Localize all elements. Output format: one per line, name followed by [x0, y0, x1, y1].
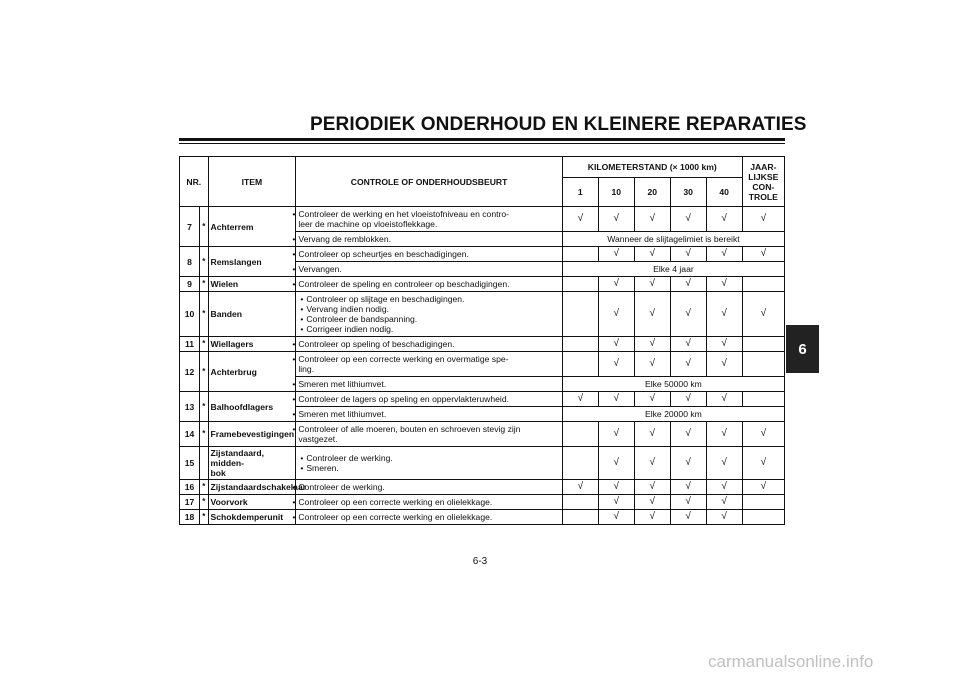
- check-mark: √: [634, 447, 670, 480]
- table-row: [180, 447, 785, 480]
- table-row: [180, 392, 785, 407]
- table-row: [180, 480, 785, 495]
- row-nr: 7: [180, 207, 200, 247]
- page-number: 6-3: [472, 556, 488, 567]
- row-nr: 12: [180, 352, 200, 392]
- row-star: *: [200, 247, 208, 277]
- check-mark: √: [598, 337, 634, 352]
- check-mark: √: [706, 337, 742, 352]
- row-check: • Smeren met lithiumvet.: [296, 377, 563, 392]
- interval-text: Elke 4 jaar: [562, 262, 784, 277]
- row-check: • Controleer op een correcte werking en olielekkage.: [296, 495, 563, 510]
- row-star: *: [200, 352, 208, 392]
- row-check-line: • Smeren.: [298, 463, 560, 473]
- check-mark: √: [634, 480, 670, 495]
- check-mark: √: [598, 207, 634, 232]
- maintenance-table: [179, 156, 785, 525]
- check-mark: √: [670, 277, 706, 292]
- table-row: [180, 292, 785, 337]
- check-mark: √: [598, 510, 634, 525]
- check-empty: [742, 337, 784, 352]
- check-mark: √: [706, 422, 742, 447]
- check-empty: [742, 495, 784, 510]
- row-item: Voorvork: [208, 495, 296, 510]
- row-item: Banden: [208, 292, 296, 337]
- check-mark: √: [598, 392, 634, 407]
- check-mark: √: [598, 495, 634, 510]
- check-mark: √: [670, 207, 706, 232]
- row-nr: 10: [180, 292, 200, 337]
- table-row: [180, 510, 785, 525]
- check-empty: [562, 277, 598, 292]
- check-empty: [562, 247, 598, 262]
- check-empty: [562, 495, 598, 510]
- row-item: Framebevestigingen: [208, 422, 296, 447]
- row-check: • Controleer op scheurtjes en beschadigingen.: [296, 247, 563, 262]
- check-mark: √: [706, 510, 742, 525]
- row-check: • Controleer op een correcte werking en olielekkage.: [296, 510, 563, 525]
- row-check-line: • Controleer de bandspanning.: [298, 314, 560, 324]
- row-check: • Controleer de lagers op speling en oppervlakteruwheid.: [296, 392, 563, 407]
- check-mark: √: [742, 207, 784, 232]
- check-mark: √: [670, 480, 706, 495]
- row-check-line: • Corrigeer indien nodig.: [298, 324, 560, 334]
- check-mark: √: [742, 247, 784, 262]
- row-item: Zijstandaard, midden- bok: [208, 447, 296, 480]
- check-mark: √: [598, 247, 634, 262]
- row-item: Achterrem: [208, 207, 296, 247]
- row-star: *: [200, 392, 208, 422]
- row-nr: 16: [180, 480, 200, 495]
- check-mark: √: [670, 447, 706, 480]
- row-check-line: • Controleer op slijtage en beschadigingen.: [298, 294, 560, 304]
- check-mark: √: [706, 352, 742, 377]
- check-mark: √: [634, 352, 670, 377]
- row-check: • Controleer de speling en controleer op beschadigingen.: [296, 277, 563, 292]
- check-empty: [562, 292, 598, 337]
- check-mark: √: [670, 495, 706, 510]
- table-row: [180, 337, 785, 352]
- header-km: KILOMETERSTAND (× 1000 km): [562, 157, 742, 178]
- check-mark: √: [634, 337, 670, 352]
- check-mark: √: [742, 422, 784, 447]
- check-mark: √: [598, 292, 634, 337]
- check-empty: [562, 510, 598, 525]
- row-check: • Controleer of alle moeren, bouten en schroeven stevig zijn vastgezet.: [296, 422, 563, 447]
- check-empty: [562, 447, 598, 480]
- check-mark: √: [634, 495, 670, 510]
- footer-watermark: carmanualsonline.info: [708, 652, 874, 671]
- km-col-40: 40: [706, 178, 742, 207]
- check-mark: √: [670, 292, 706, 337]
- header-nr: NR.: [180, 157, 209, 207]
- row-check: • Vervang de remblokken.: [296, 232, 563, 247]
- check-mark: √: [634, 292, 670, 337]
- header-check: CONTROLE OF ONDERHOUDSBEURT: [296, 157, 563, 207]
- table-row: [180, 247, 785, 262]
- row-item: Wiellagers: [208, 337, 296, 352]
- title-rule-thin: [179, 143, 785, 144]
- check-mark: √: [670, 337, 706, 352]
- row-star: *: [200, 480, 208, 495]
- header-annual: JAAR- LIJKSE CON- TROLE: [742, 157, 784, 207]
- row-item: Remslangen: [208, 247, 296, 277]
- row-star: *: [200, 292, 208, 337]
- row-nr: 14: [180, 422, 200, 447]
- check-mark: √: [706, 447, 742, 480]
- row-nr: 9: [180, 277, 200, 292]
- row-check: [296, 292, 563, 337]
- row-item: Wielen: [208, 277, 296, 292]
- check-empty: [742, 352, 784, 377]
- check-mark: √: [598, 352, 634, 377]
- row-star: *: [200, 422, 208, 447]
- check-mark: √: [562, 207, 598, 232]
- row-nr: 13: [180, 392, 200, 422]
- row-check: • Smeren met lithiumvet.: [296, 407, 563, 422]
- check-empty: [742, 510, 784, 525]
- row-star: *: [200, 495, 208, 510]
- check-mark: √: [598, 480, 634, 495]
- row-star: *: [200, 337, 208, 352]
- check-mark: √: [634, 207, 670, 232]
- km-col-20: 20: [634, 178, 670, 207]
- table-row: [180, 422, 785, 447]
- check-mark: √: [706, 392, 742, 407]
- table-row: [180, 207, 785, 232]
- check-mark: √: [742, 480, 784, 495]
- check-empty: [742, 392, 784, 407]
- header-row: [180, 157, 785, 178]
- row-check: [296, 447, 563, 480]
- check-mark: √: [634, 422, 670, 447]
- row-star: *: [200, 510, 208, 525]
- row-check: • Controleer de werking.: [296, 480, 563, 495]
- row-item: Achterbrug: [208, 352, 296, 392]
- table-row: [180, 352, 785, 377]
- row-check: • Vervangen.: [296, 262, 563, 277]
- row-star: *: [200, 207, 208, 247]
- check-mark: √: [670, 247, 706, 262]
- check-mark: √: [670, 392, 706, 407]
- row-item: Zijstandaardschakelaar: [208, 480, 296, 495]
- check-mark: √: [742, 292, 784, 337]
- check-mark: √: [742, 447, 784, 480]
- row-check: • Controleer op speling of beschadigingen.: [296, 337, 563, 352]
- title-rule: [179, 138, 785, 141]
- row-check: • Controleer op een correcte werking en overmatige spe- ling.: [296, 352, 563, 377]
- check-mark: √: [706, 480, 742, 495]
- check-mark: √: [670, 422, 706, 447]
- row-nr: 8: [180, 247, 200, 277]
- interval-text: Elke 50000 km: [562, 377, 784, 392]
- page-title: PERIODIEK ONDERHOUD EN KLEINERE REPARATIES: [310, 114, 807, 135]
- section-tab: 6: [786, 325, 819, 373]
- check-mark: √: [562, 392, 598, 407]
- check-mark: √: [634, 277, 670, 292]
- check-mark: √: [706, 292, 742, 337]
- km-col-30: 30: [670, 178, 706, 207]
- check-mark: √: [670, 352, 706, 377]
- check-mark: √: [562, 480, 598, 495]
- table-row: [180, 277, 785, 292]
- row-nr: 15: [180, 447, 200, 480]
- row-nr: 17: [180, 495, 200, 510]
- header-item: ITEM: [208, 157, 296, 207]
- km-col-10: 10: [598, 178, 634, 207]
- table-row: [180, 495, 785, 510]
- check-mark: √: [634, 510, 670, 525]
- row-item: Balhoofdlagers: [208, 392, 296, 422]
- check-empty: [742, 277, 784, 292]
- row-star: [200, 447, 208, 480]
- check-mark: √: [706, 247, 742, 262]
- check-mark: √: [706, 495, 742, 510]
- km-col-1: 1: [562, 178, 598, 207]
- check-mark: √: [670, 510, 706, 525]
- row-check-line: • Controleer de werking.: [298, 453, 560, 463]
- row-item: Schokdemperunit: [208, 510, 296, 525]
- check-empty: [562, 352, 598, 377]
- check-mark: √: [598, 277, 634, 292]
- check-mark: √: [706, 277, 742, 292]
- check-empty: [562, 422, 598, 447]
- check-empty: [562, 337, 598, 352]
- check-mark: √: [598, 447, 634, 480]
- check-mark: √: [634, 247, 670, 262]
- interval-text: Wanneer de slijtagelimiet is bereikt: [562, 232, 784, 247]
- row-check-line: • Vervang indien nodig.: [298, 304, 560, 314]
- row-check: • Controleer de werking en het vloeistofniveau en contro- leer de machine op vloeistoflekkage.: [296, 207, 563, 232]
- interval-text: Elke 20000 km: [562, 407, 784, 422]
- check-mark: √: [598, 422, 634, 447]
- check-mark: √: [706, 207, 742, 232]
- row-nr: 18: [180, 510, 200, 525]
- row-star: *: [200, 277, 208, 292]
- row-nr: 11: [180, 337, 200, 352]
- check-mark: √: [634, 392, 670, 407]
